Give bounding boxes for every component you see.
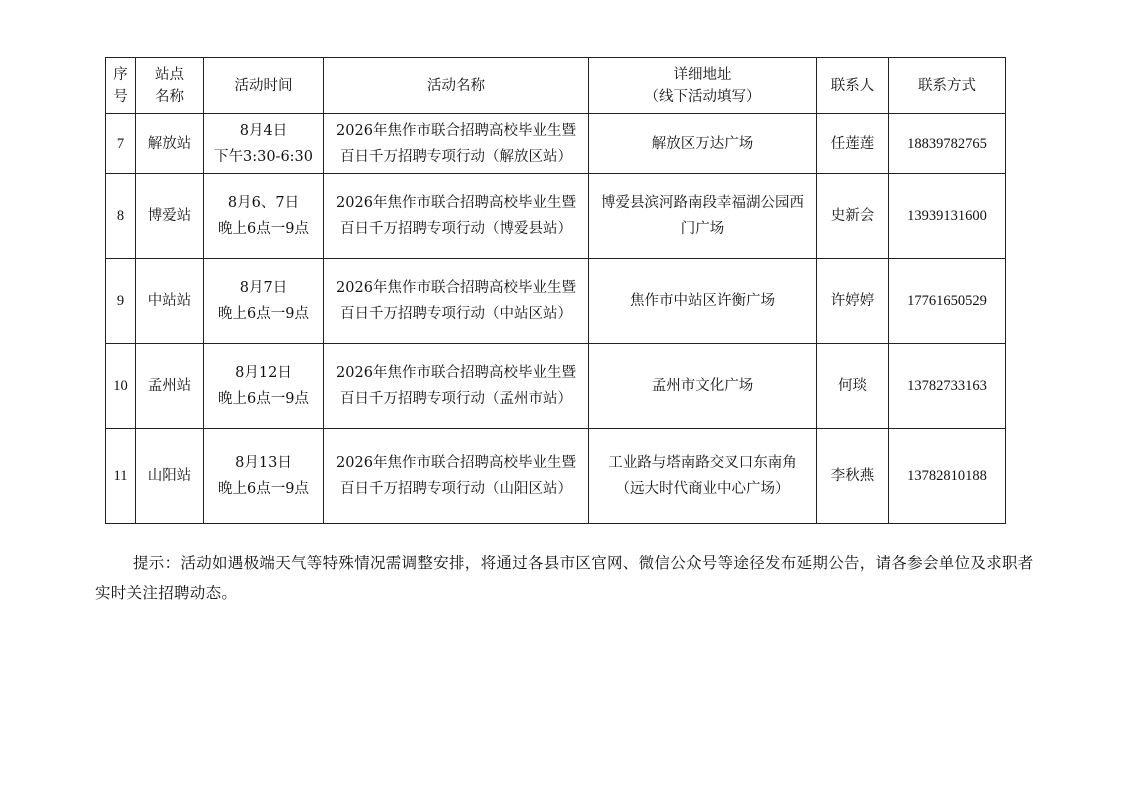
header-activity: 活动名称 <box>324 58 589 114</box>
cell-contact: 李秋燕 <box>817 429 889 524</box>
cell-activity: 2026年焦作市联合招聘高校毕业生暨 百日千万招聘专项行动（博爱县站） <box>324 174 589 259</box>
cell-phone: 13939131600 <box>889 174 1006 259</box>
table-row <box>106 174 1006 259</box>
cell-seq: 9 <box>106 259 136 344</box>
header-station: 站点 名称 <box>136 58 204 114</box>
cell-seq: 8 <box>106 174 136 259</box>
header-phone: 联系方式 <box>889 58 1006 114</box>
cell-time: 8月13日 晚上6点一9点 <box>204 429 324 524</box>
cell-seq: 11 <box>106 429 136 524</box>
cell-station: 博爱站 <box>136 174 204 259</box>
cell-address: 博爱县滨河路南段幸福湖公园西 门广场 <box>589 174 817 259</box>
table-row <box>106 344 1006 429</box>
cell-address: 工业路与塔南路交叉口东南角 （远大时代商业中心广场） <box>589 429 817 524</box>
cell-contact: 何琰 <box>817 344 889 429</box>
cell-activity: 2026年焦作市联合招聘高校毕业生暨 百日千万招聘专项行动（山阳区站） <box>324 429 589 524</box>
cell-activity: 2026年焦作市联合招聘高校毕业生暨 百日千万招聘专项行动（解放区站） <box>324 114 589 174</box>
cell-station: 孟州站 <box>136 344 204 429</box>
cell-time: 8月4日 下午3:30-6:30 <box>204 114 324 174</box>
cell-time: 8月7日 晚上6点一9点 <box>204 259 324 344</box>
notice-paragraph: 提示：活动如遇极端天气等特殊情况需调整安排，将通过各县市区官网、微信公众号等途径发布延期公告，请各参会单位及求职者实时关注招聘动态。 <box>95 554 1034 602</box>
table-row <box>106 259 1006 344</box>
cell-phone: 13782733163 <box>889 344 1006 429</box>
cell-address: 焦作市中站区许衡广场 <box>589 259 817 344</box>
table-header-row <box>106 58 1006 114</box>
header-seq: 序 号 <box>106 58 136 114</box>
recruitment-events-table <box>105 57 1006 524</box>
cell-seq: 7 <box>106 114 136 174</box>
cell-contact: 任莲莲 <box>817 114 889 174</box>
cell-contact: 许婷婷 <box>817 259 889 344</box>
cell-phone: 18839782765 <box>889 114 1006 174</box>
cell-address: 孟州市文化广场 <box>589 344 817 429</box>
cell-seq: 10 <box>106 344 136 429</box>
cell-time: 8月6、7日 晚上6点一9点 <box>204 174 324 259</box>
table-row <box>106 114 1006 174</box>
cell-station: 中站站 <box>136 259 204 344</box>
header-time: 活动时间 <box>204 58 324 114</box>
header-contact: 联系人 <box>817 58 889 114</box>
cell-contact: 史新会 <box>817 174 889 259</box>
cell-activity: 2026年焦作市联合招聘高校毕业生暨 百日千万招聘专项行动（中站区站） <box>324 259 589 344</box>
cell-phone: 17761650529 <box>889 259 1006 344</box>
cell-station: 解放站 <box>136 114 204 174</box>
header-address: 详细地址 （线下活动填写） <box>589 58 817 114</box>
cell-activity: 2026年焦作市联合招聘高校毕业生暨 百日千万招聘专项行动（孟州市站） <box>324 344 589 429</box>
cell-time: 8月12日 晚上6点一9点 <box>204 344 324 429</box>
cell-phone: 13782810188 <box>889 429 1006 524</box>
table-row <box>106 429 1006 524</box>
cell-address: 解放区万达广场 <box>589 114 817 174</box>
cell-station: 山阳站 <box>136 429 204 524</box>
